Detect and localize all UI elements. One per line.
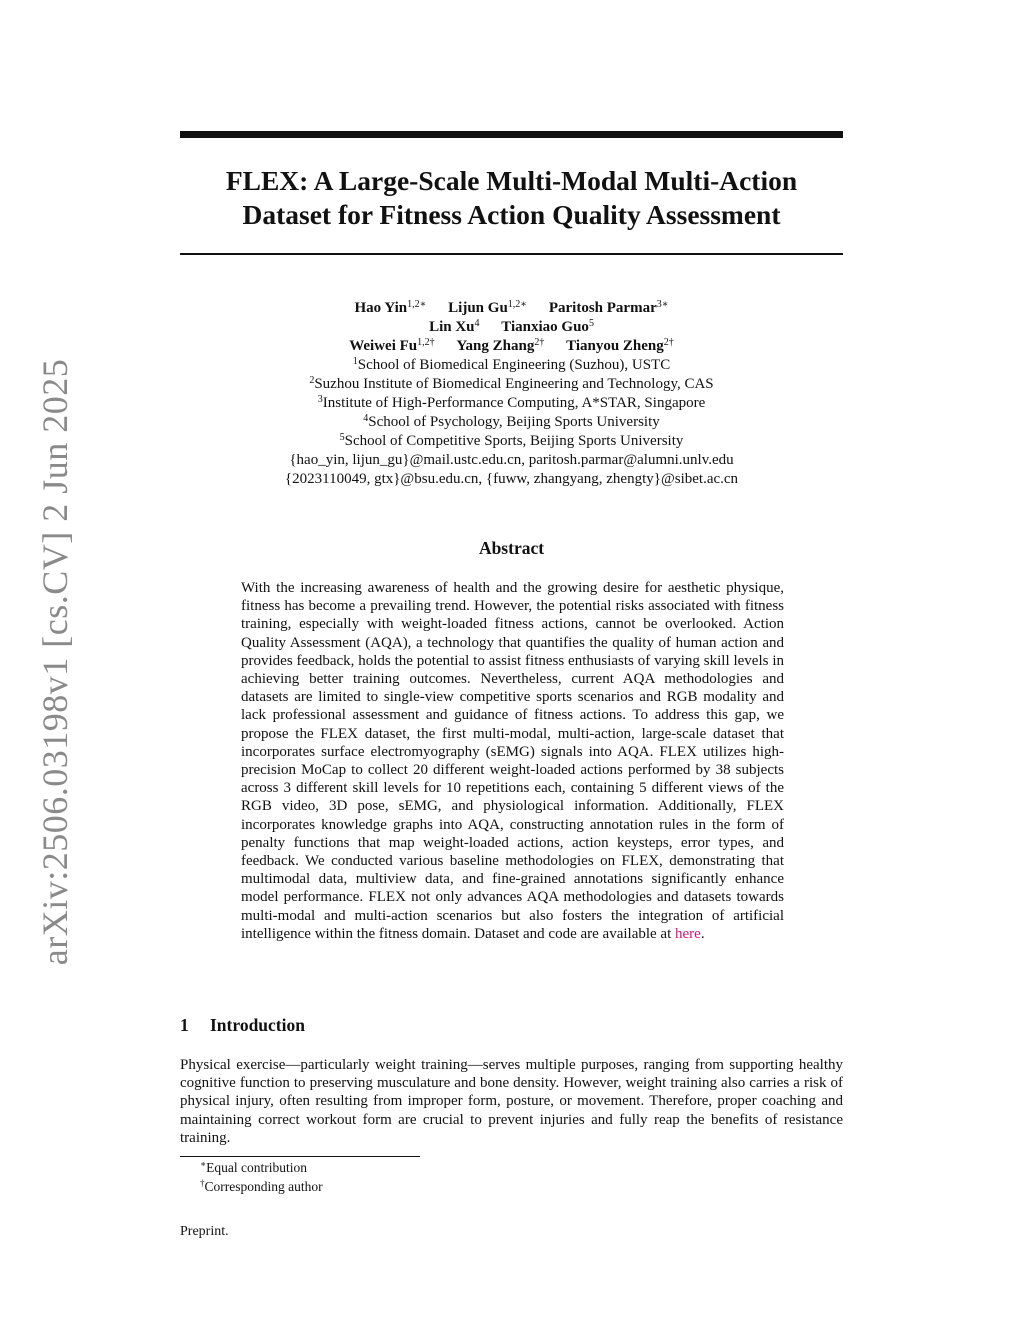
affiliation-2: $^2$Suzhou Institute of Biomedical Engineering and Technology, CAS bbox=[309, 375, 714, 392]
author-block bbox=[180, 299, 843, 489]
title-bottom-rule bbox=[180, 253, 843, 255]
footnote-equal-contribution: ∗Equal contribution bbox=[200, 1159, 307, 1175]
title-line-2: Dataset for Fitness Action Quality Assessment bbox=[242, 199, 781, 230]
email-line-2: {2023110049, gtx}@bsu.edu.cn, {fuww, zhangyang, zhengty}@sibet.ac.cn bbox=[284, 471, 739, 487]
section-title: Introduction bbox=[210, 1015, 305, 1035]
affiliation-5: $^5$School of Competitive Sports, Beijing Sports University bbox=[339, 432, 684, 449]
title-top-rule bbox=[180, 131, 843, 138]
footnote-rule bbox=[180, 1156, 420, 1157]
abstract-text: With the increasing awareness of health and the growing desire for aesthetic physique, fitness has become a prevailing trend. However, the potential risks associated with fitness training, especially with weight-loaded fitness actions, cannot be overlooked. Action Quality Assessment (AQA), a technology that quantifies the quality of human action and provides feedback, holds the potential to assist fitness enthusiasts of varying skill levels in achieving better training outcomes. Nevertheless, current AQA methodologies and datasets are limited to single-view competitive sports scenarios and RGB modality and lack professional assessment and guidance of fitness actions. To address this gap, we propose the FLEX dataset, the first multi-modal, multi-action, large-scale dataset that incorporates surface electromyography (sEMG) signals into AQA. FLEX utilizes high-precision MoCap to collect 20 different weight-loaded actions performed by 38 subjects across 3 different skill levels for 10 repetitions each, containing 5 different views of the RGB video, 3D pose, sEMG, and physiological information. Additionally, FLEX incorporates knowledge graphs into AQA, constructing annotation rules in the form of penalty functions that map weight-loaded actions, action keysteps, error types, and feedback. We conducted various baseline methodologies on FLEX, demonstrating that multimodal data, multiview data, and fine-grained annotations significantly enhance model performance. FLEX not only advances AQA methodologies and datasets towards multi-modal and multi-action scenarios but also fosters the integration of artificial intelligence within the fitness domain. Dataset and code are available at here. bbox=[241, 580, 784, 942]
affiliation-3: $^3$Institute of High-Performance Computing, A*STAR, Singapore bbox=[317, 394, 706, 411]
author-lin-xu: Lin Xu$^4$ bbox=[429, 318, 480, 335]
abstract-heading: Abstract bbox=[478, 538, 545, 558]
paper-title bbox=[180, 164, 843, 232]
author-hao-yin: Hao Yin$^{1,2∗}$ bbox=[354, 299, 427, 316]
affiliation-1: $^1$School of Biomedical Engineering (Suzhou), USTC bbox=[352, 356, 671, 373]
introduction-text: Physical exercise—particularly weight training—serves multiple purposes, ranging from supporting healthy cognitive function to preserving musculature and bone density. However, weight training also carries a risk of physical injury, often resulting from improper form, posture, or movement. Therefore, proper coaching and maintaining correct workout form are crucial to prevent injuries and fully reap the benefits of resistance training. bbox=[180, 1057, 843, 1146]
email-line-1: {hao_yin, lijun_gu}@mail.ustc.edu.cn, paritosh.parmar@alumni.unlv.edu bbox=[289, 452, 734, 468]
footnotes bbox=[200, 1158, 323, 1196]
author-paritosh-parmar: Paritosh Parmar$^{3∗}$ bbox=[548, 299, 669, 316]
author-line-1 bbox=[180, 299, 843, 318]
author-line-3 bbox=[180, 337, 843, 356]
title-line-1: FLEX: A Large-Scale Multi-Modal Multi-Action bbox=[225, 165, 798, 196]
author-yang-zhang: Yang Zhang$^{2\dagger}$ bbox=[456, 337, 545, 354]
dataset-link[interactable]: here bbox=[675, 925, 701, 942]
arxiv-identifier: arXiv:2506.03198v1 [cs.CV] 2 Jun 2025 bbox=[35, 358, 75, 966]
affiliation-4: $^4$School of Psychology, Beijing Sports University bbox=[363, 413, 660, 430]
author-tianxiao-guo: Tianxiao Guo$^5$ bbox=[501, 318, 594, 335]
footnote-corresponding-author: †Corresponding author bbox=[200, 1178, 323, 1194]
author-weiwei-fu: Weiwei $Fu^{1,2\dagger}$ bbox=[349, 337, 435, 354]
introduction-heading bbox=[180, 1015, 305, 1036]
preprint-label: Preprint. bbox=[180, 1224, 229, 1239]
author-line-2 bbox=[180, 318, 843, 337]
abstract-body-text: With the increasing awareness of health and the growing desire for aesthetic physique, fitness has become a prevailing trend. However, the potential risks associated with fitness training, especially with weight-loaded fitness actions, cannot be overlooked. Action Quality Assessment (AQA), a technology that quantifies the quality of human action and provides feedback, holds the potential to assist fitness enthusiasts of varying skill levels in achieving better training outcomes. Nevertheless, current AQA methodologies and datasets are limited to single-view competitive sports scenarios and RGB modality and lack professional assessment and guidance of fitness actions. To address this gap, we propose the FLEX dataset, the first multi-modal, multi-action, large-scale dataset that incorporates surface electromyography (sEMG) signals into AQA. FLEX utilizes high-precision MoCap to collect 20 different weight-loaded actions performed by 38 subjects across 3 different skill levels for 10 repetitions each, containing 5 different views of the RGB video, 3D pose, sEMG, and physiological information. Additionally, FLEX incorporates knowledge graphs into AQA, constructing annotation rules in the form of penalty functions that map weight-loaded actions, action keysteps, error types, and feedback. We conducted various baseline methodologies on FLEX, demonstrating that multimodal data, multiview data, and fine-grained annotations significantly enhance model performance. FLEX not only advances AQA methodologies and datasets towards multi-modal and multi-action scenarios but also fosters the integration of artificial intelligence within the fitness domain. Dataset and code are available at bbox=[241, 580, 784, 942]
author-tianyou-zheng: Tianyou Zheng$^{2\dagger}$ bbox=[566, 337, 674, 354]
section-number: 1 bbox=[180, 1015, 189, 1035]
author-lijun-gu: Lijun $Gu^{1,2∗}$ bbox=[448, 299, 528, 316]
